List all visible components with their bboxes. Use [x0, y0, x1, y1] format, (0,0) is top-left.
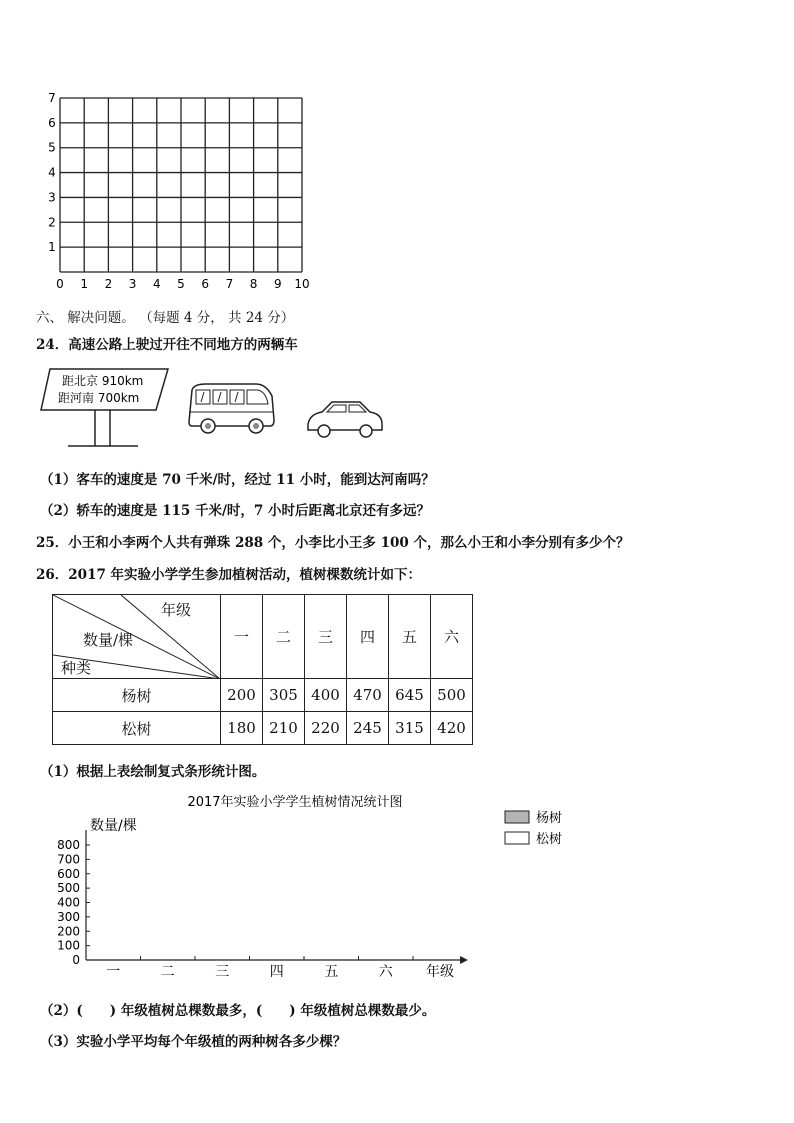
header-type: 种类: [61, 659, 92, 677]
grid-y-tick-label: 2: [48, 215, 56, 230]
question-24: 24．高速公路上驶过开往不同地方的两辆车: [36, 337, 298, 353]
legend-swatch-yangshu: [505, 811, 529, 823]
table-cell: 305: [263, 679, 305, 712]
sign-line-2: 距河南 700km: [58, 391, 140, 405]
chart-x-label: 年级: [426, 964, 454, 980]
coordinate-grid: [40, 92, 320, 292]
y-tick-label: 400: [57, 895, 80, 910]
grade-header: 三: [305, 595, 347, 679]
table-cell: 220: [305, 712, 347, 745]
question-26-part-1: （1）根据上表绘制复式条形统计图。: [40, 764, 266, 780]
table-cell: 210: [263, 712, 305, 745]
x-tick-label: 三: [215, 964, 230, 980]
y-tick-label: 700: [57, 852, 80, 867]
table-row: [53, 679, 473, 712]
grade-header: 四: [347, 595, 389, 679]
table-cell: 315: [389, 712, 431, 745]
car-illustration: [304, 398, 386, 442]
x-tick-label: 一: [106, 964, 121, 980]
legend-swatch-songshu: [505, 832, 529, 844]
legend-label-songshu: 松树: [536, 832, 563, 847]
header-grade: 年级: [161, 601, 192, 619]
grid-x-tick-label: 0: [56, 277, 64, 291]
tree-count-table: [52, 594, 473, 745]
grid-x-tick-label: 7: [225, 277, 234, 291]
question-26-part-2: （2）( ) 年级植树总棵数最多，( ) 年级植树总棵数最少。: [40, 1003, 436, 1019]
grid-x-tick-label: 8: [249, 277, 258, 291]
y-tick-label: 200: [57, 924, 80, 939]
table-cell: 180: [221, 712, 263, 745]
chart-title: 2017年实验小学学生植树情况统计图: [187, 795, 403, 810]
row-label: 杨树: [53, 679, 221, 712]
road-sign: [38, 366, 172, 458]
grid-x-tick-label: 1: [80, 277, 89, 291]
grid-y-tick-label: 3: [48, 190, 56, 205]
grid-y-tick-label: 1: [48, 240, 56, 255]
grade-header: 六: [431, 595, 473, 679]
grid-y-tick-label: 6: [48, 115, 56, 130]
legend-label-yangshu: 杨树: [536, 811, 563, 826]
grade-header: 五: [389, 595, 431, 679]
question-24-part-1: （1）客车的速度是 70 千米/时，经过 11 小时，能到达河南吗？: [40, 472, 435, 488]
row-label: 松树: [53, 712, 221, 745]
grid-x-tick-label: 4: [152, 277, 161, 291]
table-cell: 200: [221, 679, 263, 712]
grid-x-tick-label: 2: [104, 277, 113, 291]
grid-lines: [60, 98, 302, 272]
bus-illustration: [186, 382, 278, 438]
y-tick-label: 800: [57, 838, 80, 852]
grid-y-tick-label: 5: [48, 140, 56, 155]
bar-chart: [40, 788, 600, 988]
table-cell: 470: [347, 679, 389, 712]
question-26-part-3: （3）实验小学平均每个年级植的两种树各多少棵？: [40, 1034, 347, 1050]
grid-x-tick-label: 10: [294, 277, 310, 291]
chart-y-label: 数量/棵: [90, 818, 137, 834]
y-tick-label: 0: [72, 953, 80, 967]
question-24-part-2: （2）轿车的速度是 115 千米/时，7 小时后距离北京还有多远？: [40, 503, 430, 519]
grid-y-labels: [48, 92, 56, 254]
table-row: [53, 712, 473, 745]
section-heading: 六、 解决问题。 （每题 4 分， 共 24 分）: [36, 310, 295, 326]
grade-header: 二: [263, 595, 305, 679]
grid-y-tick-label: 4: [48, 165, 56, 180]
y-tick-label: 600: [57, 866, 80, 881]
question-26: 26．2017 年实验小学学生参加植树活动，植树棵数统计如下：: [36, 567, 422, 583]
grid-x-tick-label: 6: [201, 277, 210, 291]
x-tick-label: 五: [324, 964, 339, 980]
table-cell: 645: [389, 679, 431, 712]
x-axis-arrow: [460, 956, 468, 964]
grid-y-tick-label: 7: [48, 92, 56, 105]
x-tick-label: 二: [160, 964, 175, 980]
y-ticks: [57, 838, 90, 967]
y-tick-label: 500: [57, 881, 80, 896]
header-quantity: 数量/棵: [83, 631, 134, 649]
grid-x-tick-label: 3: [128, 277, 137, 291]
sign-line-1: 距北京 910km: [62, 374, 144, 388]
grid-x-tick-label: 5: [177, 277, 185, 291]
y-tick-label: 100: [57, 938, 80, 953]
table-cell: 245: [347, 712, 389, 745]
grid-x-tick-label: 9: [273, 277, 282, 291]
grid-x-labels: [56, 277, 309, 291]
x-tick-label: 四: [269, 964, 284, 980]
table-cell: 420: [431, 712, 473, 745]
table-cell: 400: [305, 679, 347, 712]
y-tick-label: 300: [57, 909, 80, 924]
table-header-corner: [53, 595, 221, 679]
table-cell: 500: [431, 679, 473, 712]
grade-header: 一: [221, 595, 263, 679]
x-tick-label: 六: [378, 964, 393, 980]
question-25: 25．小王和小李两个人共有弹珠 288 个，小李比小王多 100 个，那么小王和小李分别有多少个？: [36, 535, 630, 551]
